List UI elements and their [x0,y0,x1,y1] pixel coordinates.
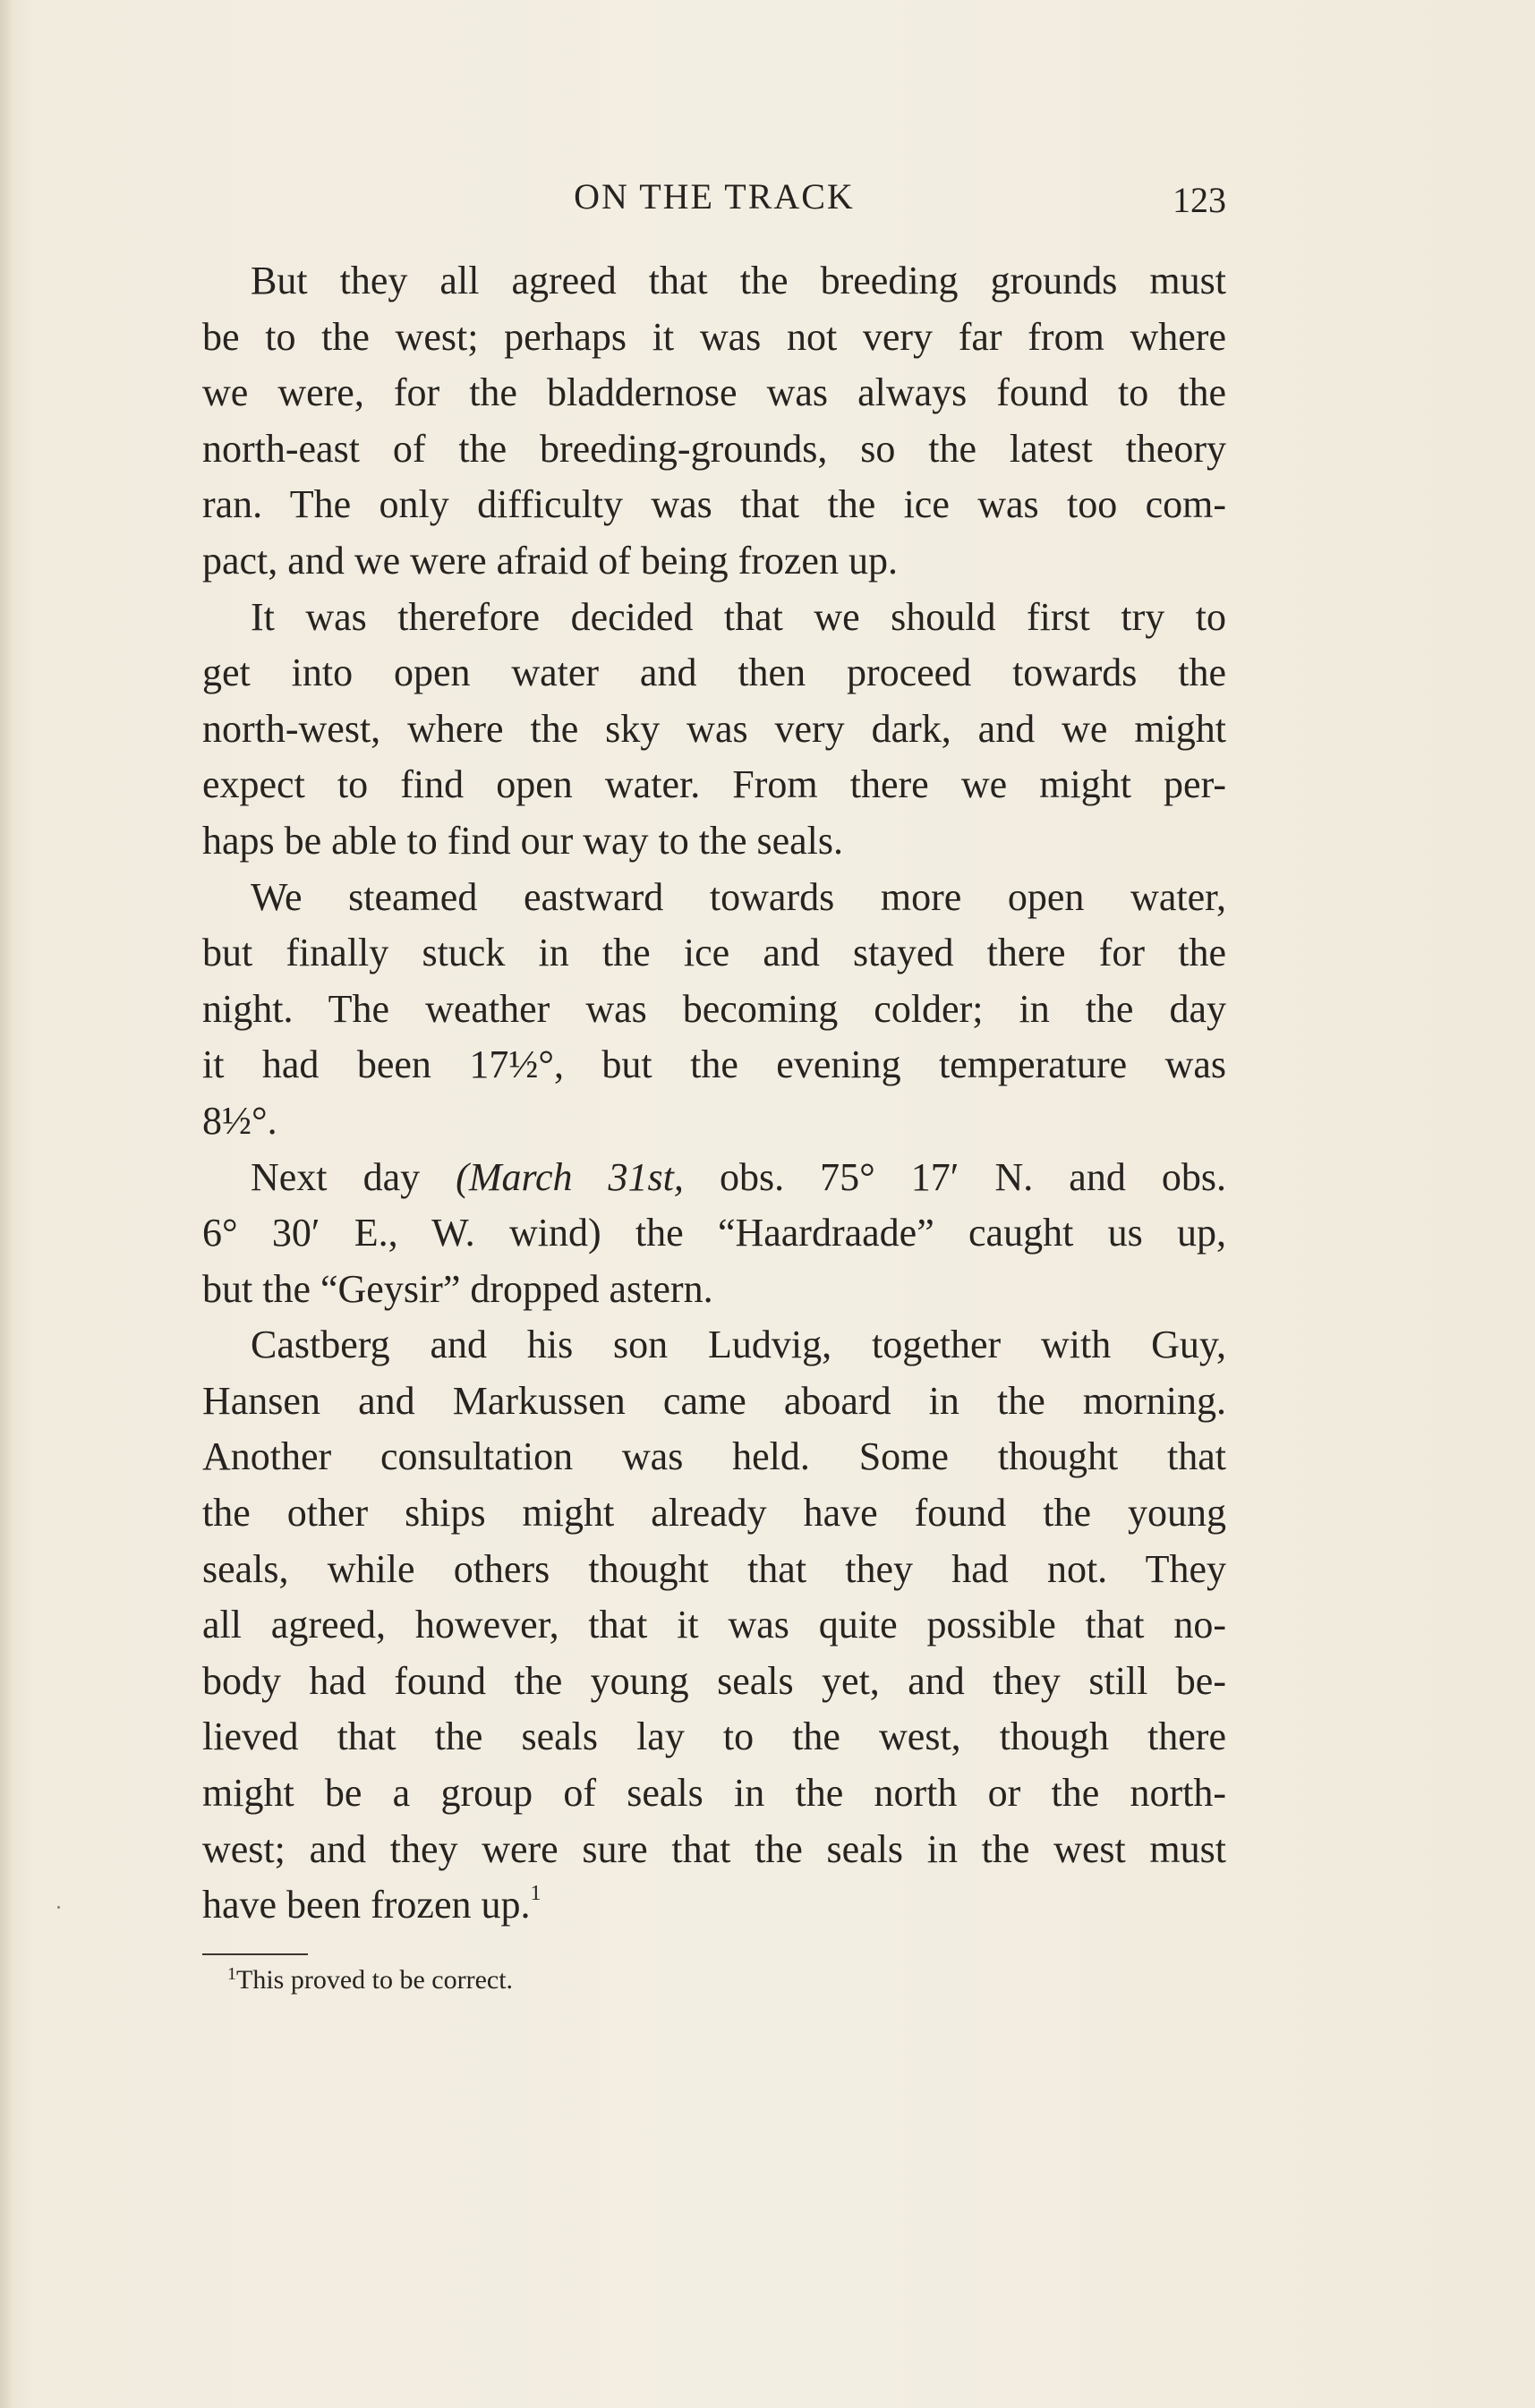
body-text [202,253,1226,1934]
page-number: 123 [1173,180,1226,220]
footnote-rule [202,1953,308,1955]
text-line: all agreed, however, that it was quite possible that no- [202,1603,1226,1647]
text-line: night. The weather was becoming colder; in the day [202,986,1226,1031]
text-line: Castberg and his son Ludvig, together with Guy, [251,1323,1226,1367]
text-line: 8½°. [202,1098,277,1143]
text-line: north-east of the breeding-grounds, so the latest theory [202,426,1226,471]
running-head: ON THE TRACK [574,176,855,217]
text-line: 6° 30′ E., W. wind) the “Haardraade” caught us up, [202,1211,1226,1255]
text-line: we were, for the bladdernose was always found to the [202,370,1226,415]
text-line: ran. The only difficulty was that the ice was too com- [202,482,1226,527]
text-line: north-west, where the sky was very dark, and we might [202,706,1226,751]
text-segment: Next day [251,1154,456,1199]
text-line: body had found the young seals yet, and they still be- [202,1658,1226,1703]
text-line: lieved that the seals lay to the west, though there [202,1715,1226,1759]
text-line [202,1150,1226,1206]
text-line: but the “Geysir” dropped astern. [202,1266,713,1311]
footnote [227,1962,513,1998]
text-line: the other ships might already have found the young [202,1491,1226,1536]
text-line: expect to find open water. From there we might per- [202,762,1226,807]
paper-speck [57,1906,60,1909]
page-header [202,172,1226,225]
paragraph [202,870,1226,1150]
paragraph [202,1317,1226,1934]
italic-date: (March 31st, [456,1154,684,1199]
text-segment: have been frozen up. [202,1883,531,1927]
footnote-reference: 1 [530,1882,542,1906]
text-line: Another consultation was held. Some thought that [202,1434,1226,1479]
text-line: seals, while others thought that they had not. They [202,1546,1226,1591]
paragraph [202,253,1226,590]
paragraph [202,1150,1226,1318]
text-line: might be a group of seals in the north or the north- [202,1771,1226,1816]
footnote-text: This proved to be correct. [236,1965,514,1995]
text-line [202,1877,1226,1934]
text-segment: obs. 75° 17′ N. and obs. [683,1154,1227,1199]
text-line: it had been 17½°, but the evening temperature was [202,1042,1226,1087]
text-line: We steamed eastward towards more open water, [251,874,1226,919]
text-line: get into open water and then proceed towards the [202,651,1226,695]
text-line: west; and they were sure that the seals in the west must [202,1826,1226,1871]
footnote-marker: 1 [227,1964,236,1984]
text-line: haps be able to find our way to the seals. [202,818,844,863]
text-line: Hansen and Markussen came aboard in the morning. [202,1378,1226,1423]
text-line: But they all agreed that the breeding grounds must [251,259,1226,302]
paragraph [202,590,1226,870]
page-gutter-shadow [0,0,13,2408]
text-line: be to the west; perhaps it was not very far from where [202,314,1226,359]
text-line: pact, and we were afraid of being frozen up. [202,538,898,583]
text-line: It was therefore decided that we should first try to [251,594,1226,639]
text-line: but finally stuck in the ice and stayed there for the [202,931,1226,975]
